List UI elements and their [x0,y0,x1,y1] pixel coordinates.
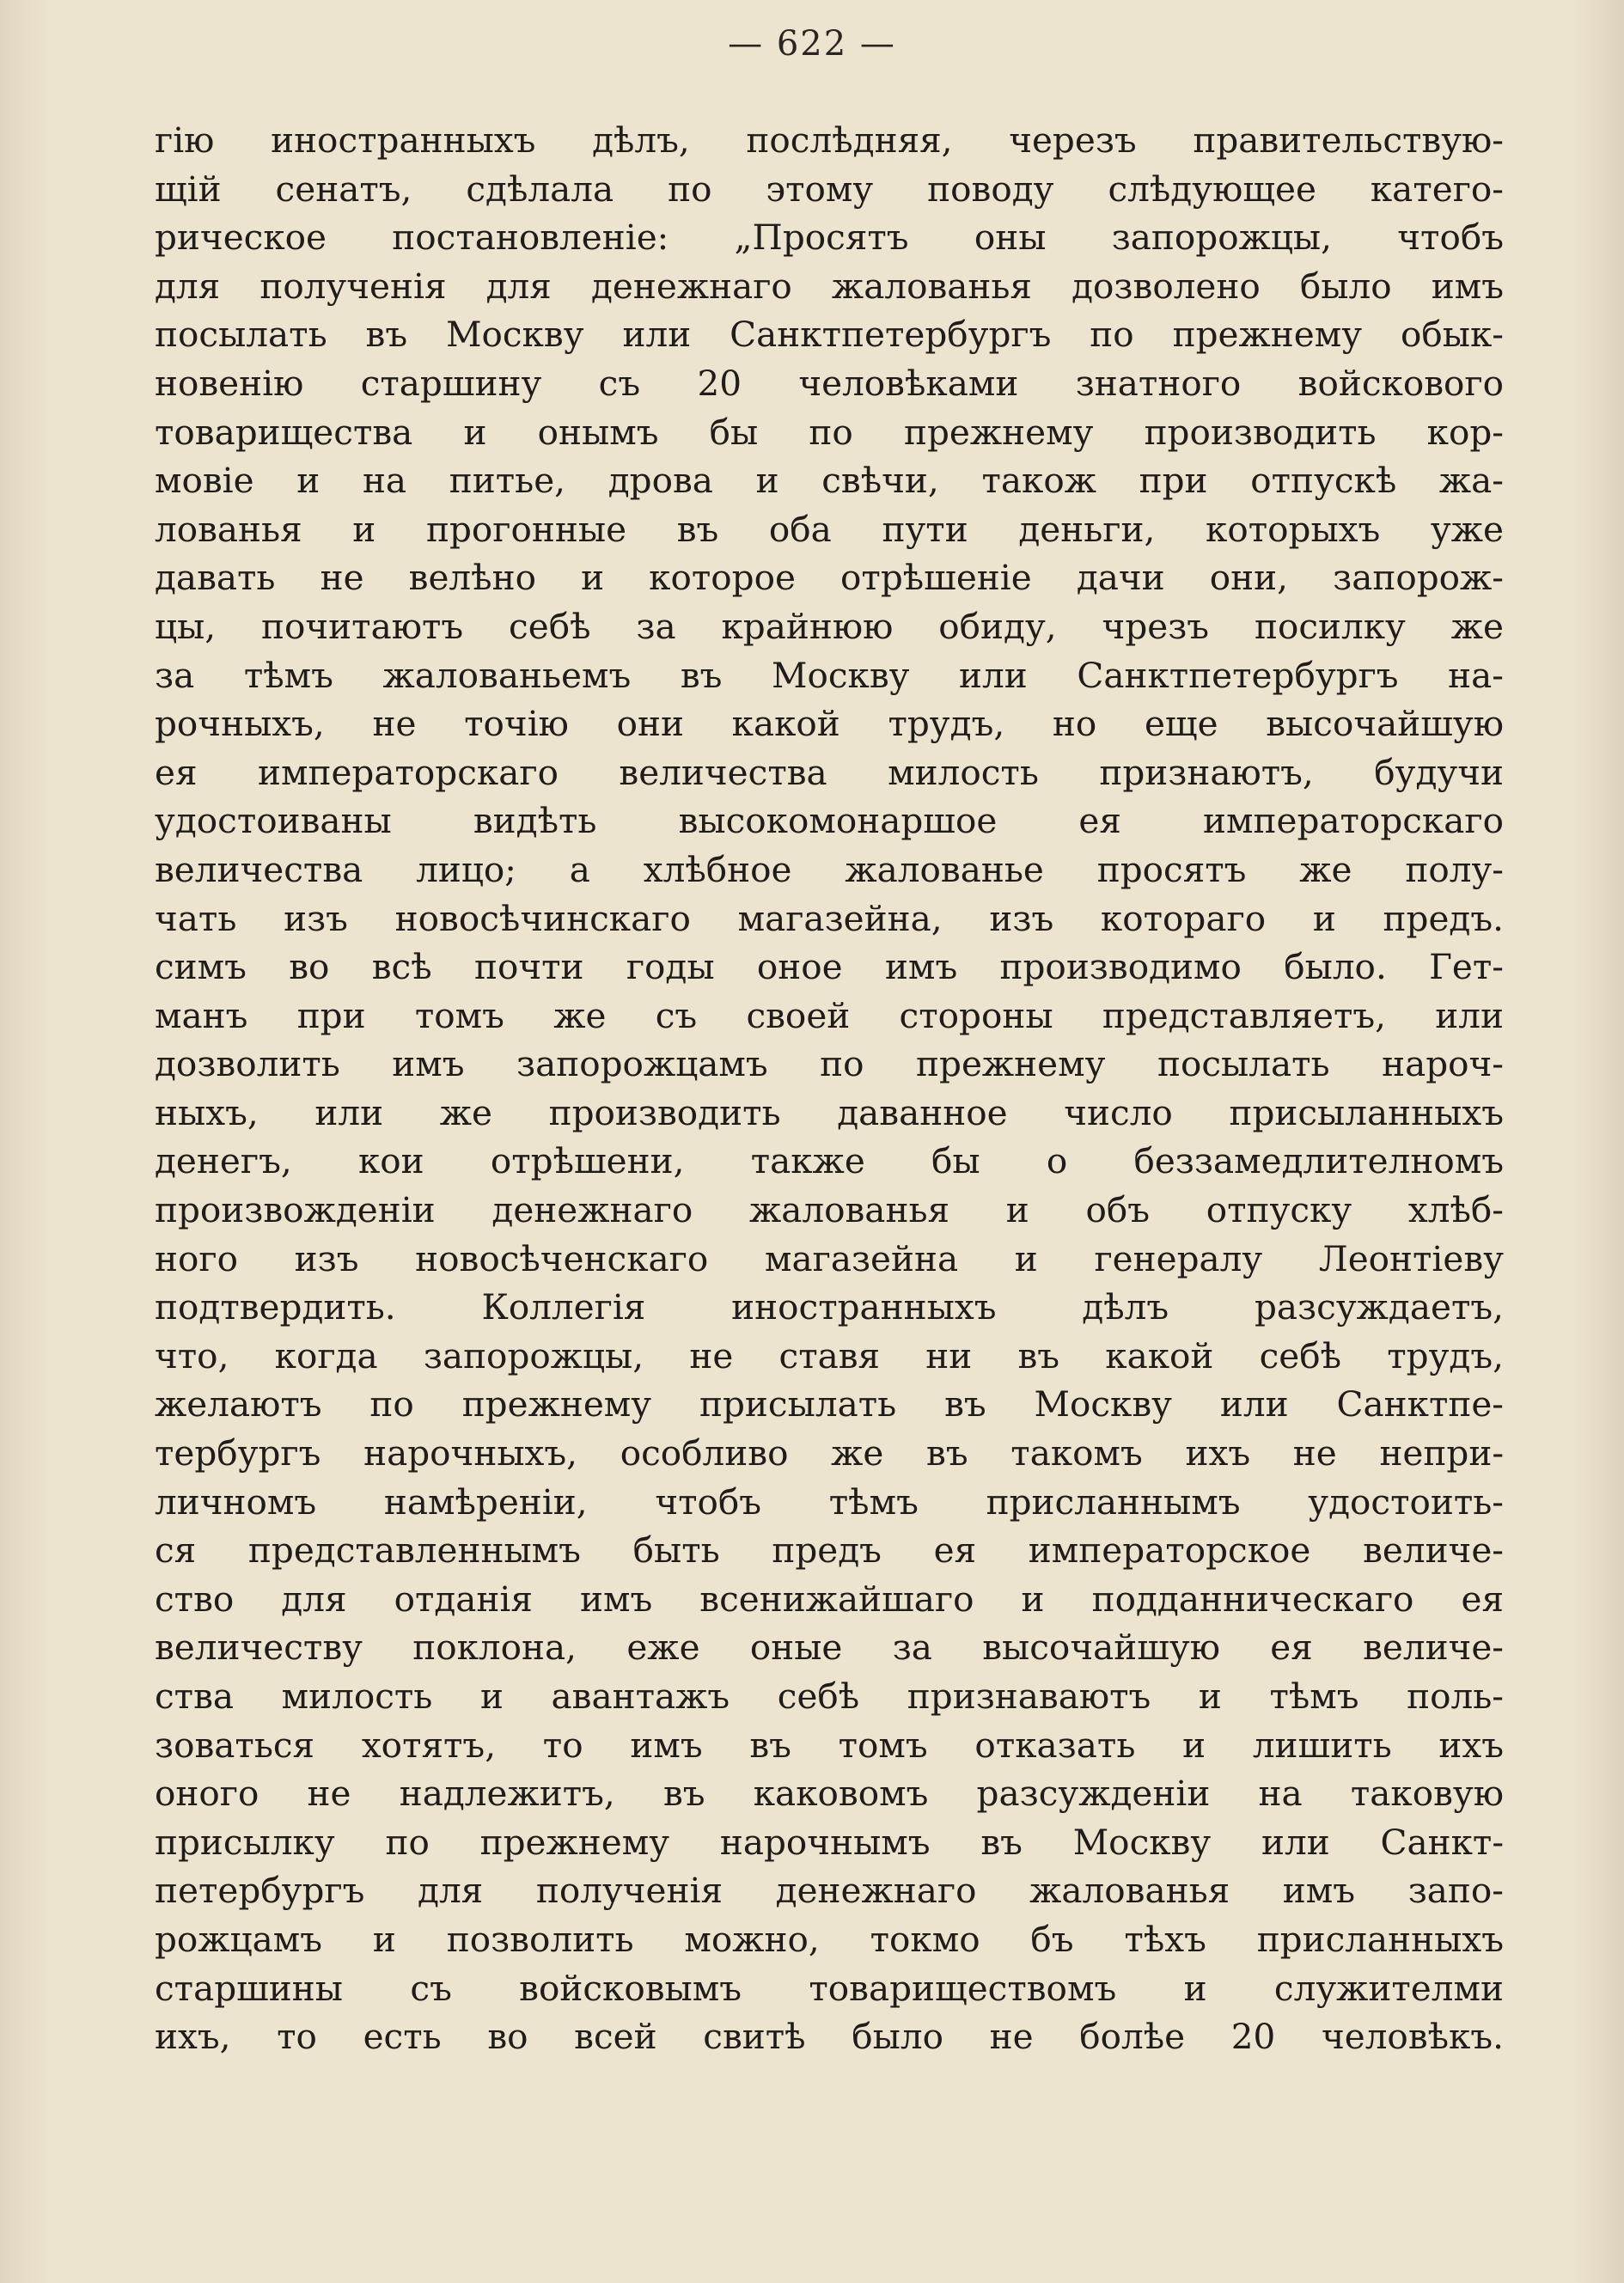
text-line: манъ при томъ же съ своей стороны представляетъ, или [155,994,1504,1036]
text-line: ея императорскаго величества милость признаютъ, будучи [155,751,1504,793]
text-line: тербургъ нарочныхъ, особливо же въ такомъ ихъ не непри- [155,1432,1504,1474]
text-line: цы, почитаютъ себѣ за крайнюю обиду, чрезъ посилку же [155,605,1504,647]
text-line: щій сенатъ, сдѣлала по этому поводу слѣдующее катего- [155,168,1504,210]
text-line: ство для отданія имъ всенижайшаго и подданническаго ея [155,1578,1504,1620]
text-line: новенію старшину съ 20 человѣками знатного войскового [155,362,1504,404]
text-line: для полученія для денежнаго жалованья дозволено было имъ [155,265,1504,307]
text-line: присылку по прежнему нарочнымъ въ Москву или Санкт- [155,1821,1504,1863]
text-line: личномъ намѣреніи, чтобъ тѣмъ присланнымъ удостоить- [155,1480,1504,1523]
text-line: зоваться хотятъ, то имъ въ томъ отказать и лишить ихъ [155,1724,1504,1766]
text-line: товарищества и онымъ бы по прежнему производить кор- [155,411,1504,453]
text-line: рожцамъ и позволить можно, токмо бъ тѣхъ присланныхъ [155,1918,1504,1960]
text-line: рочныхъ, не точію они какой трудъ, но еще высочайшую [155,703,1504,745]
text-line: рическое постановленіе: „Просятъ оны запорожцы, чтобъ [155,217,1504,259]
text-line: что, когда запорожцы, не ставя ни въ какой себѣ трудъ, [155,1334,1504,1377]
text-line: величеству поклона, еже оные за высочайшую ея величе- [155,1627,1504,1669]
page-number: — 622 — [728,24,896,64]
text-line: мовіе и на питье, дрова и свѣчи, також при отпускѣ жа- [155,460,1504,502]
text-line: лованья и прогонные въ оба пути деньги, которыхъ уже [155,508,1504,550]
text-line: давать не велѣно и которое отрѣшеніе дачи они, запорож- [155,557,1504,599]
text-line: петербургъ для полученія денежнаго жалованья имъ запо- [155,1870,1504,1912]
text-line: ся представленнымъ быть предъ ея императорское величе- [155,1529,1504,1572]
text-line: ного изъ новосѣченскаго магазейна и генералу Леонтіеву [155,1237,1504,1279]
text-line: желаютъ по прежнему присылать въ Москву или Санктпе- [155,1383,1504,1425]
text-line: ства милость и авантажъ себѣ признаваютъ и тѣмъ поль- [155,1676,1504,1717]
text-line: величества лицо; а хлѣбное жалованье просятъ же полу- [155,848,1504,890]
text-line: ныхъ, или же производить даванное число присыланныхъ [155,1091,1504,1133]
text-line: чать изъ новосѣчинскаго магазейна, изъ котораго и предъ. [155,897,1504,939]
text-line: за тѣмъ жалованьемъ въ Москву или Санктпетербургъ на- [155,654,1504,696]
text-line: дозволить имъ запорожцамъ по прежнему посылать нароч- [155,1043,1504,1085]
text-line: оного не надлежитъ, въ каковомъ разсужденіи на таковую [155,1773,1504,1815]
text-line: гію иностранныхъ дѣлъ, послѣдняя, черезъ правительствую- [155,119,1504,161]
text-line: посылать въ Москву или Санктпетербургъ по прежнему обык- [155,314,1504,356]
text-line: старшины съ войсковымъ товариществомъ и служителми [155,1967,1504,2009]
text-line: подтвердить. Коллегія иностранныхъ дѣлъ разсуждаетъ, [155,1286,1504,1328]
text-line: денегъ, кои отрѣшени, также бы о беззамедлителномъ [155,1140,1504,1182]
text-line: ихъ, то есть во всей свитѣ было не болѣе 20 человѣкъ. [155,2016,1504,2058]
text-body [155,116,1504,2061]
text-line: произвожденіи денежнаго жалованья и объ отпуску хлѣб- [155,1189,1504,1231]
text-line: симъ во всѣ почти годы оное имъ производимо было. Гет- [155,946,1504,988]
text-line: удостоиваны видѣть высокомонаршое ея императорскаго [155,800,1504,842]
